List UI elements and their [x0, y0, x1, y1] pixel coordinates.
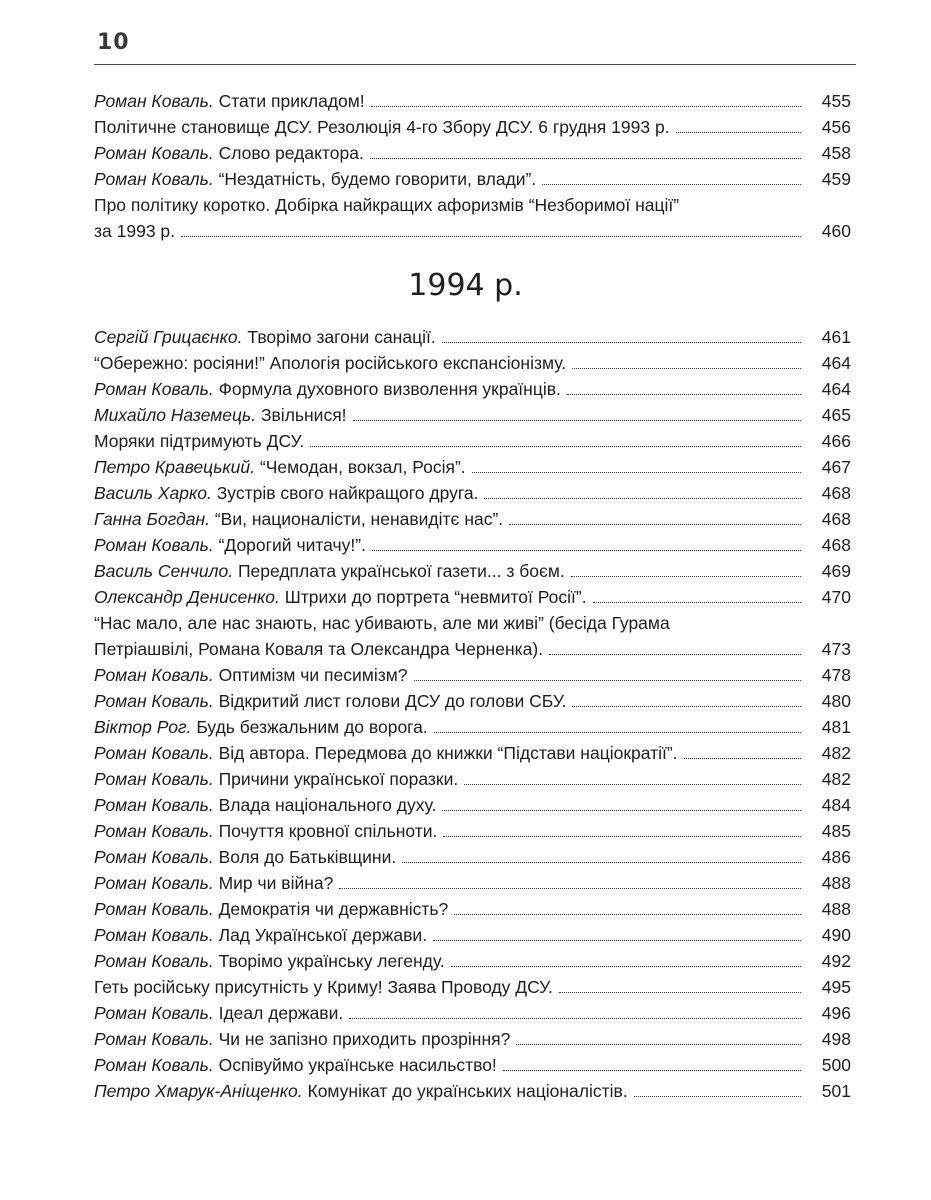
toc-entry-author: Роман Коваль. [94, 1003, 214, 1023]
toc-entry-page: 473 [821, 639, 851, 659]
toc-entry-title: “Нездатність, будемо говорити, влади”. [218, 169, 537, 189]
toc-entry-title: Звільнися! [260, 405, 347, 425]
toc-entry-page: 467 [821, 457, 851, 477]
toc-entry [94, 480, 851, 506]
toc-entry-title: Стати прикладом! [218, 91, 365, 111]
toc-entry-text [94, 324, 436, 350]
toc-entry-title: “Дорогий читачу!”. [218, 535, 366, 555]
toc-entry-page: 486 [821, 847, 851, 867]
dot-leader [464, 784, 801, 785]
toc-entry [94, 948, 851, 974]
toc-entry-text [94, 896, 448, 922]
toc-entry-title: Комунікат до українських націоналістів. [307, 1081, 628, 1101]
toc-entry-author: Роман Коваль. [94, 1055, 214, 1075]
toc-entry [94, 792, 851, 818]
toc-entry-author: Роман Коваль. [94, 847, 214, 867]
toc-entry-text [94, 88, 365, 114]
toc-entry-author: Роман Коваль. [94, 91, 214, 111]
dot-leader [572, 706, 801, 707]
toc-entry [94, 1052, 851, 1078]
dot-leader [433, 940, 801, 941]
toc-entry-author: Олександр Денисенко. [94, 587, 280, 607]
toc-entry-author: Роман Коваль. [94, 821, 214, 841]
toc-entry [94, 506, 851, 532]
dot-leader [372, 550, 801, 551]
toc-entry [94, 558, 851, 584]
toc-entry-author: Михайло Наземець. [94, 405, 257, 425]
toc-entry-text [94, 818, 437, 844]
toc-entry-page: 464 [821, 379, 851, 399]
toc-entry-title: “Обережно: росіяни!” Апологія російського експансіонізму. [94, 353, 567, 373]
toc-entry-page: 496 [821, 1003, 851, 1023]
toc-entry [94, 974, 851, 1000]
dot-leader [684, 758, 801, 759]
toc-entry-text [94, 350, 566, 376]
toc-main-list [94, 324, 851, 1104]
toc-entry-page: 501 [821, 1081, 851, 1101]
toc-entry-title: Творімо українську легенду. [218, 951, 445, 971]
toc-entry [94, 166, 851, 192]
dot-leader [454, 914, 801, 915]
toc-top-list [94, 88, 851, 244]
toc-entry-author: Роман Коваль. [94, 743, 214, 763]
dot-leader [443, 836, 801, 837]
toc-entry-author: Роман Коваль. [94, 535, 214, 555]
toc-entry-page: 455 [821, 91, 851, 111]
toc-entry-page: 468 [821, 509, 851, 529]
toc-entry-title: Будь безжальним до ворога. [196, 717, 428, 737]
toc-entry-title: Про політику коротко. Добірка найкращих афоризмів “Незборимої нації” [94, 195, 680, 215]
toc-entry [94, 714, 851, 740]
toc-entry-page: 492 [821, 951, 851, 971]
toc-entry-author: Сергій Грицаєнко. [94, 327, 243, 347]
toc-entry [94, 922, 851, 948]
toc-entry-title: Передплата української газети... з боєм. [237, 561, 565, 581]
toc-entry-text [94, 844, 396, 870]
toc-entry-page: 481 [821, 717, 851, 737]
toc-entry [94, 766, 851, 792]
toc-entry-title: Воля до Батьківщини. [218, 847, 397, 867]
toc-entry-author: Роман Коваль. [94, 951, 214, 971]
toc-entry-page: 488 [821, 873, 851, 893]
toc-entry-page: 470 [821, 587, 851, 607]
dot-leader [549, 654, 801, 655]
page-number: 10 [97, 30, 130, 55]
toc-entry-title: “Нас мало, але нас знають, нас убивають, але ми живі” (бесіда Гурама [94, 613, 670, 633]
toc-entry [94, 428, 851, 454]
toc-entry-title: Почуття кровної спільноти. [218, 821, 438, 841]
toc-entry-line [94, 218, 851, 244]
toc-entry-title: Чи не запізно приходить прозріння? [218, 1029, 511, 1049]
toc-entry [94, 114, 851, 140]
toc-entry-page: 495 [821, 977, 851, 997]
toc-entry-text [94, 532, 366, 558]
toc-entry-page: 469 [821, 561, 851, 581]
toc-entry-page: 482 [821, 743, 851, 763]
toc-entry-title: Оптимізм чи песимізм? [218, 665, 408, 685]
toc-entry-title: Зустрів свого найкращого друга. [216, 483, 479, 503]
toc-entry-author: Віктор Рог. [94, 717, 192, 737]
toc-entry-author: Петро Кравецький. [94, 457, 255, 477]
toc-entry-title: Політичне становище ДСУ. Резолюція 4-го Збору ДСУ. 6 грудня 1993 р. [94, 117, 670, 137]
dot-leader [339, 888, 801, 889]
toc-entry-text [94, 1052, 497, 1078]
toc-entry-author: Роман Коваль. [94, 143, 214, 163]
dot-leader [402, 862, 801, 863]
toc-entry-title: Геть російську присутність у Криму! Заява Проводу ДСУ. [94, 977, 553, 997]
dot-leader [451, 966, 801, 967]
toc-entry-page: 488 [821, 899, 851, 919]
toc-entry-author: Роман Коваль. [94, 899, 214, 919]
toc-entry-title-continued: за 1993 р. [94, 221, 176, 241]
toc-entry-page: 485 [821, 821, 851, 841]
toc-entry [94, 740, 851, 766]
toc-entry-page: 460 [821, 221, 851, 241]
dot-leader [571, 576, 801, 577]
dot-leader [371, 106, 801, 107]
toc-entry [94, 662, 851, 688]
toc-entry-author: Роман Коваль. [94, 665, 214, 685]
toc-entry [94, 610, 851, 662]
toc-entry-text [94, 766, 458, 792]
dot-leader [353, 420, 801, 421]
toc-entry-author: Ганна Богдан. [94, 509, 210, 529]
dot-leader [349, 1018, 801, 1019]
toc-entry-text [94, 922, 427, 948]
toc-entry-page: 461 [821, 327, 851, 347]
dot-leader [567, 394, 801, 395]
dot-leader [593, 602, 801, 603]
toc-entry-page: 482 [821, 769, 851, 789]
toc-entry [94, 844, 851, 870]
toc-entry-page: 468 [821, 535, 851, 555]
toc-entry-page: 464 [821, 353, 851, 373]
dot-leader [676, 132, 801, 133]
toc-entry-text [94, 714, 428, 740]
toc-entry-text [94, 454, 466, 480]
toc-entry-title: Відкритий лист голови ДСУ до голови СБУ. [218, 691, 567, 711]
toc-entry-title: “Ви, националісти, ненавидітє нас”. [214, 509, 504, 529]
toc-entry-text [94, 376, 561, 402]
toc-entry-text [94, 974, 553, 1000]
toc-entry-page: 498 [821, 1029, 851, 1049]
toc-entry-page: 458 [821, 143, 851, 163]
toc-entry-page: 466 [821, 431, 851, 451]
dot-leader [442, 342, 801, 343]
toc-entry-author: Роман Коваль. [94, 769, 214, 789]
toc-entry [94, 454, 851, 480]
toc-entry-title: Моряки підтримують ДСУ. [94, 431, 305, 451]
toc-entry-title: Оспівуймо українське насильство! [218, 1055, 497, 1075]
toc-entry-text [94, 740, 678, 766]
dot-leader [434, 732, 801, 733]
toc-entry-title: Причини української поразки. [218, 769, 459, 789]
dot-leader [572, 368, 801, 369]
toc-entry [94, 584, 851, 610]
toc-entry-page: 478 [821, 665, 851, 685]
toc-entry-page: 459 [821, 169, 851, 189]
toc-entry-title: Формула духовного визволення українців. [218, 379, 561, 399]
toc-entry-title: “Чемодан, вокзал, Росія”. [259, 457, 466, 477]
toc-entry-text [94, 688, 566, 714]
toc-entry [94, 870, 851, 896]
dot-leader [516, 1044, 801, 1045]
toc-entry [94, 1078, 851, 1104]
toc-entry [94, 1000, 851, 1026]
toc-entry-title: Творімо загони санації. [247, 327, 436, 347]
toc-entry-text [94, 166, 536, 192]
dot-leader [503, 1070, 801, 1071]
dot-leader [634, 1096, 801, 1097]
toc-entry-text [94, 428, 304, 454]
toc-entry [94, 402, 851, 428]
toc-entry [94, 140, 851, 166]
toc-entry-page: 465 [821, 405, 851, 425]
toc-entry-page: 490 [821, 925, 851, 945]
toc-entry-title: Слово редактора. [218, 143, 364, 163]
toc-entry-author: Петро Хмарук-Аніщенко. [94, 1081, 303, 1101]
dot-leader [442, 810, 801, 811]
toc-entry-page: 480 [821, 691, 851, 711]
toc-entry-title: Штрихи до портрета “невмитої Росії”. [284, 587, 587, 607]
toc-entry-page: 468 [821, 483, 851, 503]
toc-entry-title: Ідеал держави. [218, 1003, 344, 1023]
toc-entry-text [94, 402, 347, 428]
toc-entry-author: Роман Коваль. [94, 1029, 214, 1049]
toc-entry-title: Демократія чи державність? [218, 899, 449, 919]
toc-entry-text [94, 584, 587, 610]
dot-leader [559, 992, 801, 993]
toc-entry-title: Влада національного духу. [218, 795, 437, 815]
toc-entry-title: Мир чи війна? [218, 873, 334, 893]
toc-entry-text [94, 792, 436, 818]
toc-entry-page: 484 [821, 795, 851, 815]
toc-entry-page: 500 [821, 1055, 851, 1075]
toc-entry-page: 456 [821, 117, 851, 137]
toc-entry-text [94, 870, 333, 896]
toc-entry-author: Василь Харко. [94, 483, 212, 503]
toc-entry [94, 376, 851, 402]
toc-entry [94, 324, 851, 350]
toc-entry-author: Роман Коваль. [94, 873, 214, 893]
dot-leader [509, 524, 801, 525]
toc-entry-text [94, 114, 670, 140]
toc-entry-author: Роман Коваль. [94, 925, 214, 945]
toc-entry-author: Василь Сенчило. [94, 561, 234, 581]
toc-entry [94, 688, 851, 714]
toc-entry-text [94, 558, 565, 584]
dot-leader [310, 446, 801, 447]
toc-entry-author: Роман Коваль. [94, 795, 214, 815]
toc-entry [94, 896, 851, 922]
toc-entry-author: Роман Коваль. [94, 379, 214, 399]
toc-entry-text [94, 1000, 343, 1026]
dot-leader [181, 236, 801, 237]
toc-entry-text [94, 480, 478, 506]
toc-entry [94, 88, 851, 114]
toc-entry [94, 350, 851, 376]
toc-entry-title: Лад Української держави. [218, 925, 428, 945]
dot-leader [414, 680, 802, 681]
toc-entry [94, 818, 851, 844]
toc-entry-text [94, 948, 445, 974]
toc-entry [94, 1026, 851, 1052]
dot-leader [472, 472, 801, 473]
toc-entry-author: Роман Коваль. [94, 691, 214, 711]
toc-entry-text [94, 1078, 628, 1104]
toc-entry-text [94, 506, 503, 532]
section-title: 1994 р. [408, 268, 523, 303]
toc-entry [94, 192, 851, 244]
dot-leader [370, 158, 801, 159]
toc-entry-title: Від автора. Передмова до книжки “Підстави націократії”. [218, 743, 678, 763]
toc-entry [94, 532, 851, 558]
dot-leader [542, 184, 801, 185]
toc-entry-title-continued: Петріашвілі, Романа Коваля та Олександра Черненка). [94, 639, 544, 659]
toc-entry-text [94, 140, 364, 166]
header-rule [94, 64, 856, 65]
toc-entry-text [94, 1026, 510, 1052]
toc-entry-author: Роман Коваль. [94, 169, 214, 189]
toc-entry-line [94, 636, 851, 662]
dot-leader [484, 498, 801, 499]
toc-entry-text [94, 662, 408, 688]
